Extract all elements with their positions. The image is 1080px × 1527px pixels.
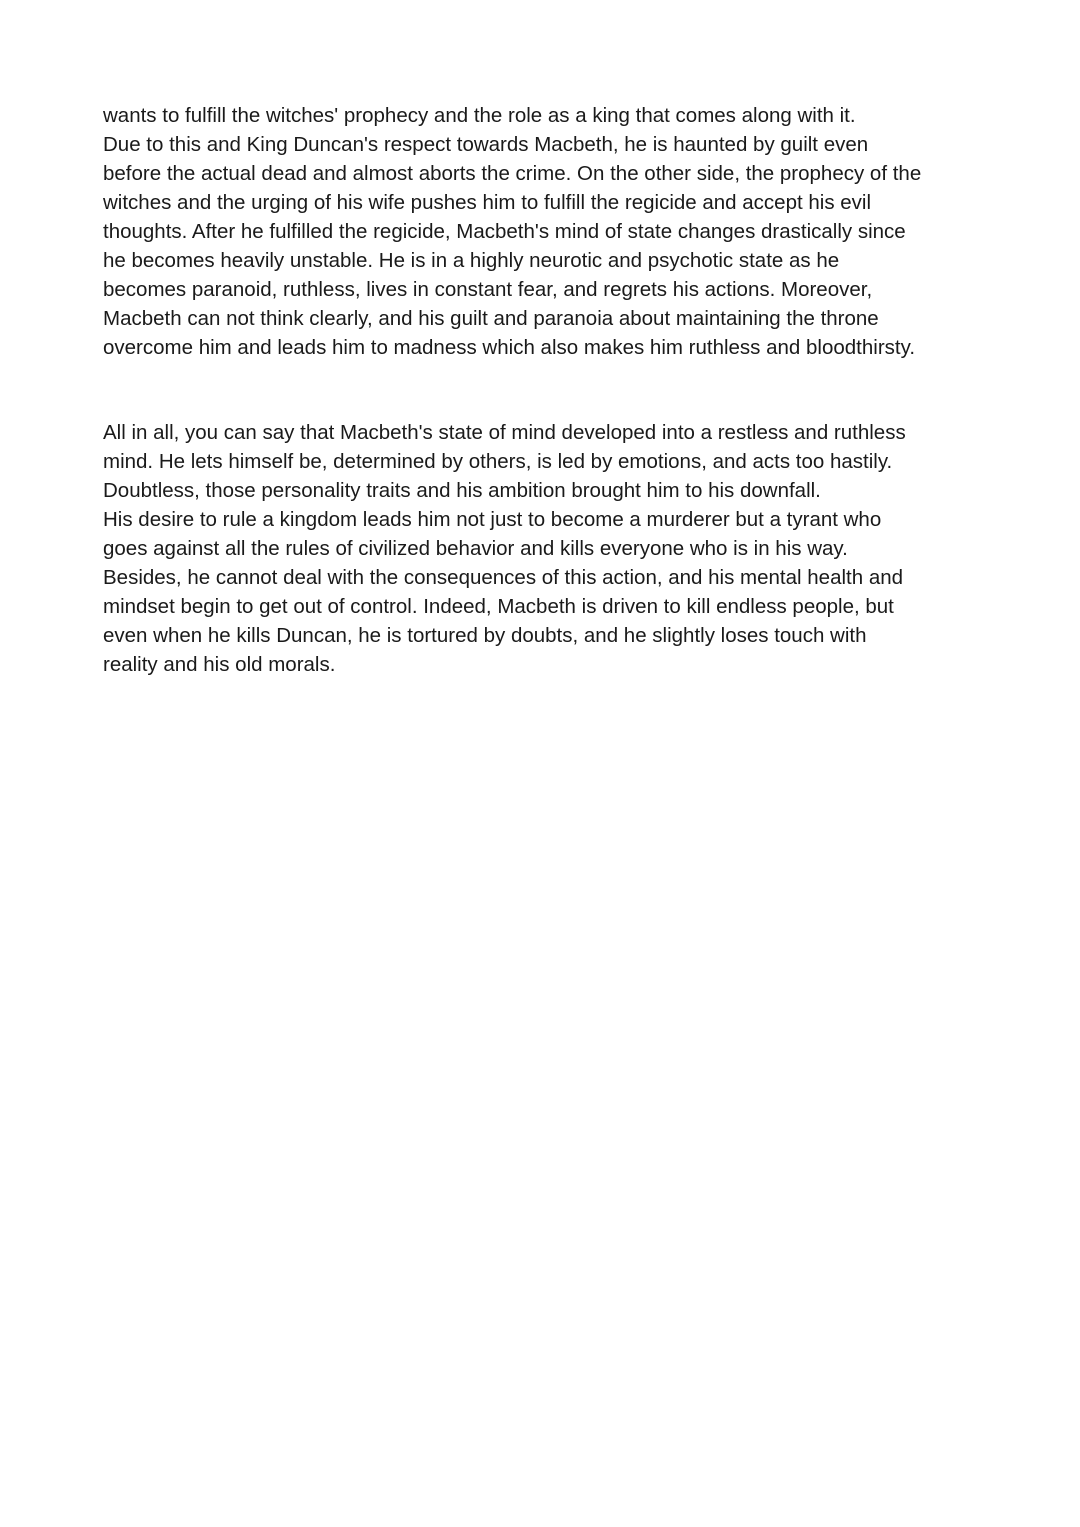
- text-line: Due to this and King Duncan's respect towards Macbeth, he is haunted by guilt even: [103, 133, 869, 156]
- text-line: Doubtless, those personality traits and his ambition brought him to his downfall.: [103, 479, 821, 502]
- text-line: All in all, you can say that Macbeth's state of mind developed into a restless and ruthless: [103, 421, 906, 444]
- text-line: overcome him and leads him to madness which also makes him ruthless and bloodthirsty.: [103, 336, 916, 359]
- text-line: even when he kills Duncan, he is tortured by doubts, and he slightly loses touch with: [103, 624, 867, 647]
- text-line: Macbeth can not think clearly, and his guilt and paranoia about maintaining the throne: [103, 307, 879, 330]
- text-line: His desire to rule a kingdom leads him not just to become a murderer but a tyrant who: [103, 508, 882, 531]
- text-line: before the actual dead and almost aborts the crime. On the other side, the prophecy of the: [103, 162, 922, 185]
- text-line: becomes paranoid, ruthless, lives in constant fear, and regrets his actions. Moreover,: [103, 278, 873, 301]
- text-line: reality and his old morals.: [103, 653, 336, 676]
- text-line: he becomes heavily unstable. He is in a highly neurotic and psychotic state as he: [103, 249, 840, 272]
- text-line: mind. He lets himself be, determined by others, is led by emotions, and acts too hastily.: [103, 450, 893, 473]
- text-line: wants to fulfill the witches' prophecy and the role as a king that comes along with it.: [103, 104, 856, 127]
- text-line: goes against all the rules of civilized behavior and kills everyone who is in his way.: [103, 537, 848, 560]
- text-line: Besides, he cannot deal with the consequences of this action, and his mental health and: [103, 566, 904, 589]
- text-line: thoughts. After he fulfilled the regicide, Macbeth's mind of state changes drastically since: [103, 220, 906, 243]
- text-line: mindset begin to get out of control. Indeed, Macbeth is driven to kill endless people, but: [103, 595, 894, 618]
- text-line: witches and the urging of his wife pushes him to fulfill the regicide and accept his evil: [103, 191, 872, 214]
